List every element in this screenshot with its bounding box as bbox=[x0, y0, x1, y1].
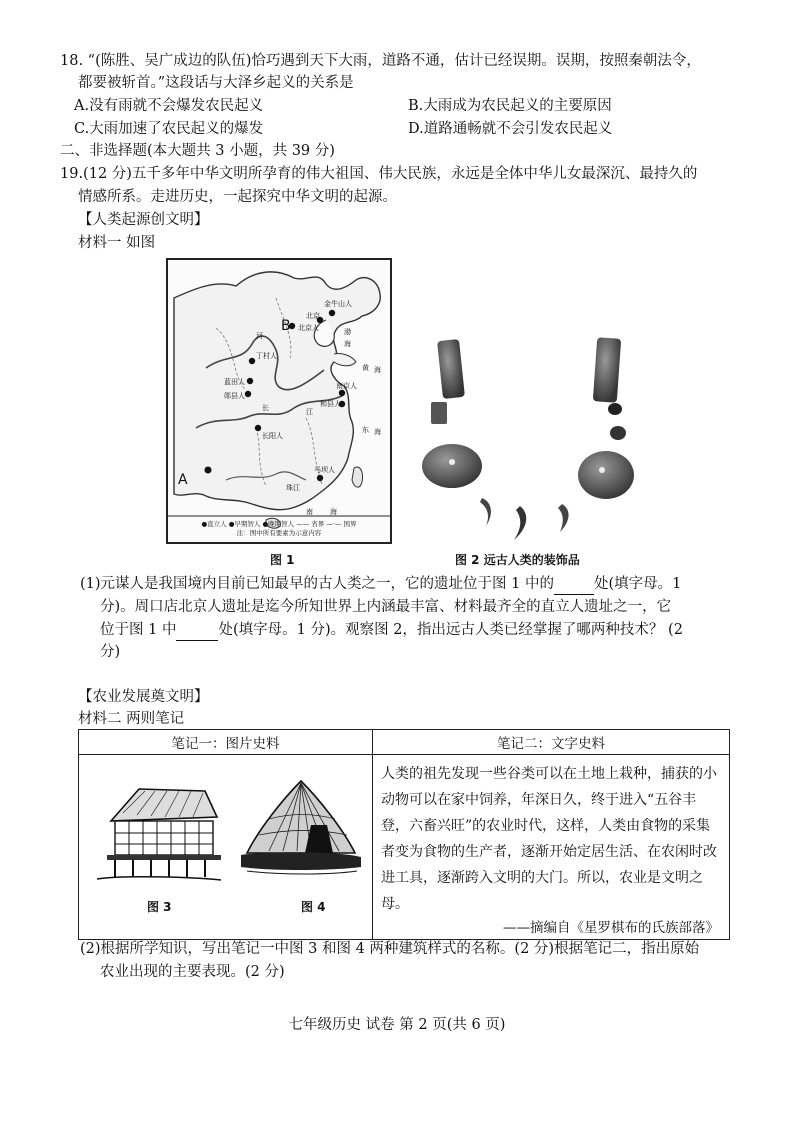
figure2-caption: 图 2 远古人类的装饰品 bbox=[455, 553, 580, 567]
map-letter-a: A bbox=[178, 472, 188, 488]
note2-cell bbox=[373, 755, 730, 940]
q1-line3-text-b: 处(填字母。1 分)。观察图 2，指出远古人类已经掌握了哪两种技术？ (2 bbox=[218, 622, 683, 638]
map-letter-b: B bbox=[281, 318, 291, 334]
map-label-yunxian: 郧县人 bbox=[224, 392, 245, 400]
note1-header: 笔记一：图片史料 bbox=[79, 730, 373, 755]
site-dot-a bbox=[205, 467, 212, 474]
ornament-tooth-3 bbox=[558, 504, 569, 532]
q1-answer-blank-1[interactable] bbox=[554, 578, 594, 595]
figure1-map bbox=[166, 258, 392, 544]
ornament-bead-2 bbox=[610, 426, 626, 440]
map-label-chang: 长 bbox=[262, 404, 269, 412]
map-label-bo: 渤 bbox=[344, 328, 351, 336]
q1-line1-text-a: (1)元谋人是我国境内目前已知最早的古人类之一，它的遗址位于图 1 中的 bbox=[80, 576, 554, 592]
figure3-caption: 图 3 bbox=[147, 900, 172, 914]
figure4-hut bbox=[239, 775, 363, 883]
note2-line: 动物可以在家中饲养，年深日久，终于进入“五谷丰 bbox=[381, 792, 697, 808]
part1-heading: 【人类起源创文明】 bbox=[78, 212, 209, 228]
note2-line: 进工具，逐渐跨入文明的大门。所以，农业是文明之 bbox=[381, 870, 703, 886]
q1-line2: 分)。周口店北京人遗址是迄今所知世界上内涵最丰富、材料最齐全的直立人遗址之一，它 bbox=[100, 599, 672, 615]
ornament-pendant-left bbox=[422, 444, 482, 488]
ornament-tooth-1 bbox=[480, 498, 491, 526]
q1-answer-blank-2[interactable] bbox=[176, 624, 218, 641]
map-label-beijing: 北京 bbox=[306, 312, 320, 320]
site-dot-mapa bbox=[317, 475, 323, 481]
page-footer: 七年级历史 试卷 第 2 页(共 6 页) bbox=[288, 1017, 506, 1033]
site-dot-jinniushan bbox=[329, 310, 335, 316]
map-label-hexian: 和县人 bbox=[320, 400, 341, 408]
map-label-he: 河 bbox=[256, 332, 263, 340]
map-label-nan: 南 bbox=[306, 508, 313, 516]
note1-cell bbox=[79, 755, 373, 940]
q19-intro-line2: 情感所系。走进历史，一起探究中华文明的起源。 bbox=[78, 189, 397, 205]
note2-header: 笔记二：文字史料 bbox=[373, 730, 730, 755]
figure4-caption: 图 4 bbox=[301, 900, 326, 914]
map-label-hai-bo: 海 bbox=[344, 340, 351, 348]
note2-line: 登，六畜兴旺”的农业时代，这样，人类由食物的采集 bbox=[381, 818, 711, 834]
map-label-jiang: 江 bbox=[306, 408, 313, 416]
q18-option-a: A.没有雨就不会爆发农民起义 bbox=[74, 98, 264, 114]
q18-option-b: B.大雨成为农民起义的主要原因 bbox=[408, 98, 612, 114]
figure3-stilt-house bbox=[93, 783, 223, 883]
map-label-nanjing: 南京人 bbox=[336, 382, 357, 390]
section2-title: 二、非选择题(本大题共 3 小题，共 39 分) bbox=[60, 143, 335, 159]
ornament-pendant-right bbox=[578, 451, 634, 499]
ornament-long-stone-right bbox=[593, 337, 621, 403]
site-dot-nanjing bbox=[339, 390, 345, 396]
q18-stem-line2: 都要被斩首。”这段话与大泽乡起义的关系是 bbox=[78, 75, 354, 91]
map-legend-line1: ●直立人 ●早期智人 ●晚期智人 —— 省界 —·— 国界 bbox=[201, 520, 357, 528]
q1-line4: 分) bbox=[100, 644, 121, 660]
note2-text bbox=[373, 755, 729, 939]
map-legend-line2: 注：图中所有要素为示意内容 bbox=[236, 529, 322, 537]
note2-line: 人类的祖先发现一些谷类可以在土地上栽种，捕获的小 bbox=[381, 766, 717, 782]
map-label-changyang: 长阳人 bbox=[262, 432, 283, 440]
q1-line1 bbox=[80, 573, 681, 595]
map-label-hai-huang: 海 bbox=[374, 366, 381, 374]
map-label-hai-nan: 海 bbox=[330, 508, 337, 516]
map-label-tcun: 丁村人 bbox=[256, 352, 277, 360]
map-legend bbox=[166, 520, 392, 538]
site-dot-changyang bbox=[255, 425, 261, 431]
part2-heading: 【农业发展奠文明】 bbox=[78, 689, 209, 705]
map-label-mapa: 马坝人 bbox=[314, 466, 335, 474]
site-dot-yunxian bbox=[245, 391, 251, 397]
note2-line: 母。 bbox=[381, 896, 409, 912]
q19-intro-line1: 19.(12 分)五千多年中华文明所孕育的伟大祖国、伟大民族，永远是全体中华儿女最深沉、最持久的 bbox=[60, 166, 698, 182]
site-dot-lantian bbox=[247, 378, 253, 384]
q1-line3-text-a: 位于图 1 中 bbox=[100, 622, 177, 638]
map-label-dong: 东 bbox=[362, 426, 369, 434]
q2-line2: 农业出现的主要表现。(2 分) bbox=[100, 964, 285, 980]
q18-option-d: D.道路通畅就不会引发农民起义 bbox=[408, 121, 613, 137]
ornament-small-block-left bbox=[431, 402, 447, 424]
map-label-hai-dong: 海 bbox=[374, 428, 381, 436]
material1-label: 材料一 如图 bbox=[78, 235, 156, 251]
map-label-lantian: 蓝田人 bbox=[224, 378, 245, 386]
map-label-beijingren: 北京人 bbox=[298, 324, 319, 332]
note2-line: 者变为食物的生产者，逐渐开始定居生活、在农闲时改 bbox=[381, 844, 717, 860]
notes-table bbox=[78, 729, 730, 940]
note2-source: ——摘编自《星罗棋布的氏族部落》 bbox=[503, 920, 719, 936]
figure2-ornaments bbox=[420, 330, 650, 545]
q2-line1: (2)根据所学知识，写出笔记一中图 3 和图 4 两种建筑样式的名称。(2 分)根据笔记二，指出原始 bbox=[80, 941, 700, 957]
q18-stem-line1: 18. “(陈胜、吴广成边的队伍)恰巧遇到天下大雨，道路不通，估计已经误期。误期，按照秦朝法令， bbox=[60, 53, 701, 69]
map-label-huang: 黄 bbox=[362, 364, 369, 372]
material2-label: 材料二 两则笔记 bbox=[78, 711, 185, 727]
map-label-jinniushan: 金牛山人 bbox=[324, 300, 352, 308]
q1-line3 bbox=[100, 619, 683, 641]
ornament-tooth-2 bbox=[514, 506, 526, 540]
q18-option-c: C.大雨加速了农民起义的爆发 bbox=[74, 121, 264, 137]
q1-line1-text-b: 处(填字母。1 bbox=[593, 576, 682, 592]
ornament-long-stone-left bbox=[437, 339, 465, 399]
map-label-zhujiang: 珠江 bbox=[286, 484, 300, 492]
site-dot-tcun bbox=[249, 358, 255, 364]
ornament-bead-1 bbox=[608, 403, 622, 415]
figure1-caption: 图 1 bbox=[270, 553, 295, 567]
